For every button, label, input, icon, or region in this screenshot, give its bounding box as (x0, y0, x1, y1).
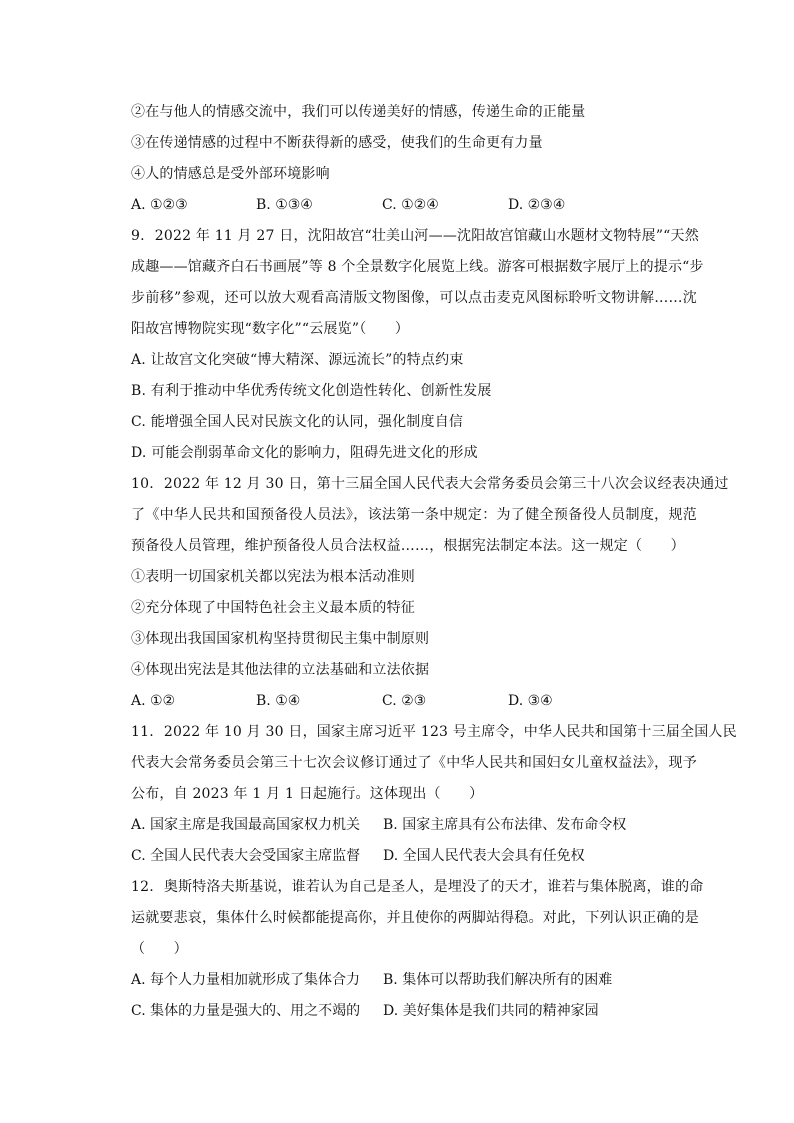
q10-stem-line-2: 了《中华人民共和国预备役人员法》，该法第一条中规定：为了健全预备役人员制度，规范 (131, 507, 697, 523)
q9-stem-line-2: 成趣——馆藏齐白石书画展”等 8 个全景数字化展览上线。游客可根据数字展厅上的提示“步 (131, 259, 704, 275)
q10-item-4: ④体现出宪法是其他法律的立法基础和立法依据 (131, 662, 430, 678)
q8-option-d: D. ②③④ (508, 197, 566, 213)
q10-option-a: A. ①② (131, 693, 176, 709)
q8-option-c: C. ①②④ (382, 197, 439, 213)
q9-stem-line-1 (131, 226, 697, 246)
q12-option-d: D. 美好集体是我们共同的精神家园 (383, 1003, 599, 1019)
q9-option-c: C. 能增强全国人民对民族文化的认同，强化制度自信 (131, 414, 464, 430)
q10-item-1: ①表明一切国家机关都以宪法为根本活动准则 (131, 569, 415, 585)
q8-item-4: ④人的情感总是受外部环境影响 (131, 166, 330, 182)
q10-option-b: B. ①④ (256, 693, 301, 709)
q9-option-d: D. 可能会削弱革命文化的影响力，阻碍先进文化的形成 (131, 445, 478, 461)
q9-stem-line-3: 步前移”参观，还可以放大观看高清版文物图像，可以点击麦克风图标聆听文物讲解……沈 (131, 290, 697, 306)
q9-stem-line-4: 阳故宫博物院实现“数字化”“云展览”（ ） (131, 321, 410, 337)
q10-stem-line-1 (131, 474, 729, 494)
q8-item-2: ②在与他人的情感交流中，我们可以传递美好的情感，传递生命的正能量 (131, 104, 586, 120)
q12-stem-text-1: 奥斯特洛夫斯基说，谁若认为自己是圣人，是埋没了的天才，谁若与集体脱离，谁的命 (163, 879, 704, 895)
q8-option-b: B. ①③④ (256, 197, 313, 213)
q12-option-b: B. 集体可以帮助我们解决所有的困难 (383, 972, 613, 988)
q11-option-b: B. 国家主席具有公布法律、发布命令权 (383, 817, 627, 833)
q9-option-b: B. 有利于推动中华优秀传统文化创造性转化、创新性发展 (131, 383, 492, 399)
q10-stem-line-3: 预备役人员管理，维护预备役人员合法权益……，根据宪法制定本法。这一规定（ ） (131, 538, 685, 554)
q8-option-a: A. ①②③ (131, 197, 188, 213)
q10-option-d: D. ③④ (508, 693, 553, 709)
q11-stem-text-1: 2022 年 10 月 30 日，国家主席习近平 123 号主席令，中华人民共和国第十三届全国人民 (163, 724, 737, 740)
q11-number: 11. (131, 724, 154, 740)
q10-item-3: ③体现出我国国家机构坚持贯彻民主集中制原则 (131, 631, 430, 647)
q12-option-a: A. 每个人力量相加就形成了集体合力 (131, 972, 361, 988)
q11-stem-line-1 (131, 722, 737, 742)
q12-stem-line-1 (131, 877, 704, 897)
q10-item-2: ②充分体现了中国特色社会主义最本质的特征 (131, 600, 415, 616)
q9-number: 9. (131, 228, 145, 244)
q11-stem-line-3: 公布，自 2023 年 1 月 1 日起施行。这体现出（ ） (131, 786, 484, 802)
q12-number: 12. (131, 879, 154, 895)
q12-option-c: C. 集体的力量是强大的、用之不竭的 (131, 1003, 361, 1019)
q9-stem-text-1: 2022 年 11 月 27 日，沈阳故宫“壮美山河——沈阳故宫馆藏山水题材文物特展”“天然 (154, 228, 699, 244)
q11-stem-line-2: 代表大会常务委员会第三十七次会议修订通过了《中华人民共和国妇女儿童权益法》，现予 (131, 755, 697, 771)
q8-item-3: ③在传递情感的过程中不断获得新的感受，使我们的生命更有力量 (131, 135, 543, 151)
q9-option-a: A. 让故宫文化突破“博大精深、源远流长”的特点约束 (131, 352, 464, 368)
q12-stem-line-3: （ ） (131, 941, 188, 957)
q11-option-a: A. 国家主席是我国最高国家权力机关 (131, 817, 361, 833)
q11-option-c: C. 全国人民代表大会受国家主席监督 (131, 848, 361, 864)
q11-option-d: D. 全国人民代表大会具有任免权 (383, 848, 585, 864)
q12-stem-line-2: 运就要悲哀，集体什么时候都能提高你，并且使你的两脚站得稳。对此，下列认识正确的是 (131, 910, 699, 926)
q10-stem-text-1: 2022 年 12 月 30 日，第十三届全国人民代表大会常务委员会第三十八次会议经表决通过 (163, 476, 729, 492)
q10-number: 10. (131, 476, 154, 492)
q10-option-c: C. ②③ (382, 693, 427, 709)
